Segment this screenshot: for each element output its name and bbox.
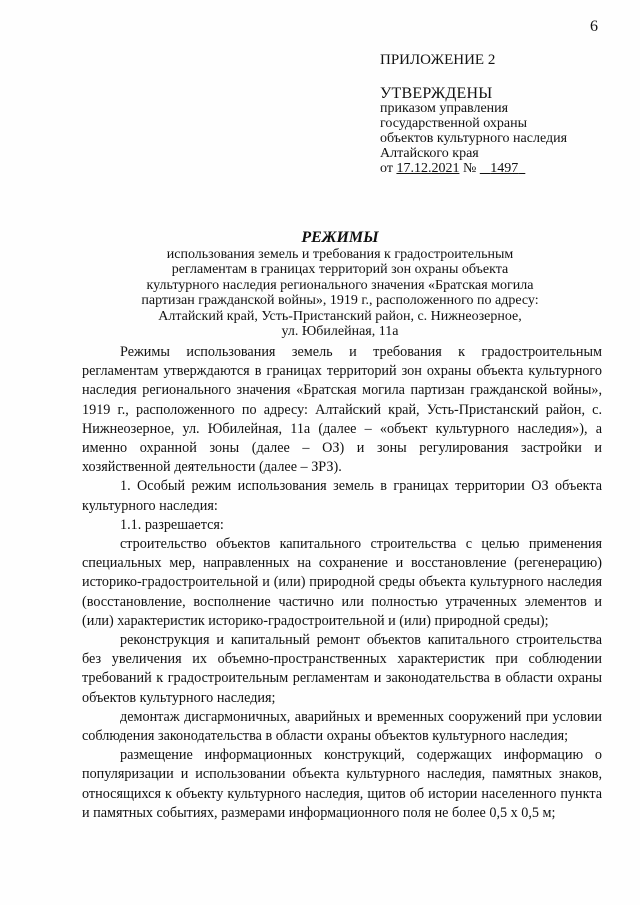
- order-date: 17.12.2021: [396, 161, 460, 176]
- order-date-line: [380, 161, 620, 176]
- title-line: культурного наследия регионального значения «Братская могила: [146, 277, 534, 293]
- title-line: использования земель и требования к градостроительным: [166, 246, 514, 262]
- title-line: регламентам в границах территорий зон охраны объекта: [171, 262, 509, 277]
- title-line: ул. Юбилейная, 11а: [281, 324, 399, 339]
- approval-line: Алтайского края: [380, 146, 479, 161]
- document-body: [82, 343, 602, 823]
- order-number: 1497: [490, 161, 519, 176]
- approval-line: государственной охраны: [380, 116, 528, 131]
- title-line: Алтайский край, Усть-Пристанский район, с. Нижнеозерное,: [158, 308, 522, 324]
- paragraph: размещение информационных конструкций, содержащих информацию о популяризации и использовании объекта культурного наследия, памятных знаков, относящихся к объекту культурного наследия, щитов об истории населенного пункта и памятных событиях, размерами информационного поля не более 0,5 х 0,5 м;: [82, 747, 602, 821]
- approved-label: УТВЕРЖДЕНЫ: [380, 85, 493, 102]
- paragraph: реконструкция и капитальный ремонт объектов капитального строительства без увеличения их объемно-пространственных характеристик при соблюдении требований к градостроительным регламентам и законодательства в области охраны объектов культурного наследия;: [82, 632, 602, 706]
- paragraph: Режимы использования земель и требования к градостроительным регламентам утверждаются в границах территорий зон охраны объекта культурного наследия регионального значения «Братская могила партизан гражданской войны», 1919 г., расположенного по адресу: Алтайский край, Усть-Пристанский район, с. Нижнеозерное, ул. Юбилейная, 11а (далее – «объект культурного наследия»), а именно охранной зоны (далее – ОЗ) и зоны регулирования застройки и хозяйственной деятельности (далее – ЗРЗ).: [82, 344, 602, 476]
- document-title: РЕЖИМЫ: [301, 229, 379, 246]
- approval-line: приказом управления: [380, 101, 509, 116]
- date-prefix: от: [380, 161, 393, 176]
- paragraph: 1.1. разрешается:: [120, 516, 224, 533]
- page-number: 6: [590, 18, 598, 35]
- number-prefix: №: [462, 161, 477, 176]
- paragraph: 1. Особый режим использования земель в границах территории ОЗ объекта культурного наследия:: [82, 478, 602, 514]
- approval-line: объектов культурного наследия: [380, 131, 568, 146]
- paragraph: демонтаж дисгармоничных, аварийных и временных сооружений при условии соблюдения законодательства в области охраны объектов культурного наследия;: [82, 708, 602, 745]
- appendix-label: ПРИЛОЖЕНИЕ 2: [380, 52, 496, 68]
- document-title-block: [60, 230, 620, 340]
- paragraph: строительство объектов капитального строительства с целью применения специальных мер, направленных на сохранение и восстановление (регенерацию) историко-градостроительной и (или) природной среды объекта культурного наследия (восстановление, восполнение частично или полностью утраченных элементов и (или) характеристик историко-градостроительной и (или) природной среды);: [82, 536, 602, 629]
- approval-block: [380, 53, 620, 176]
- title-line: партизан гражданской войны», 1919 г., расположенного по адресу:: [141, 293, 539, 308]
